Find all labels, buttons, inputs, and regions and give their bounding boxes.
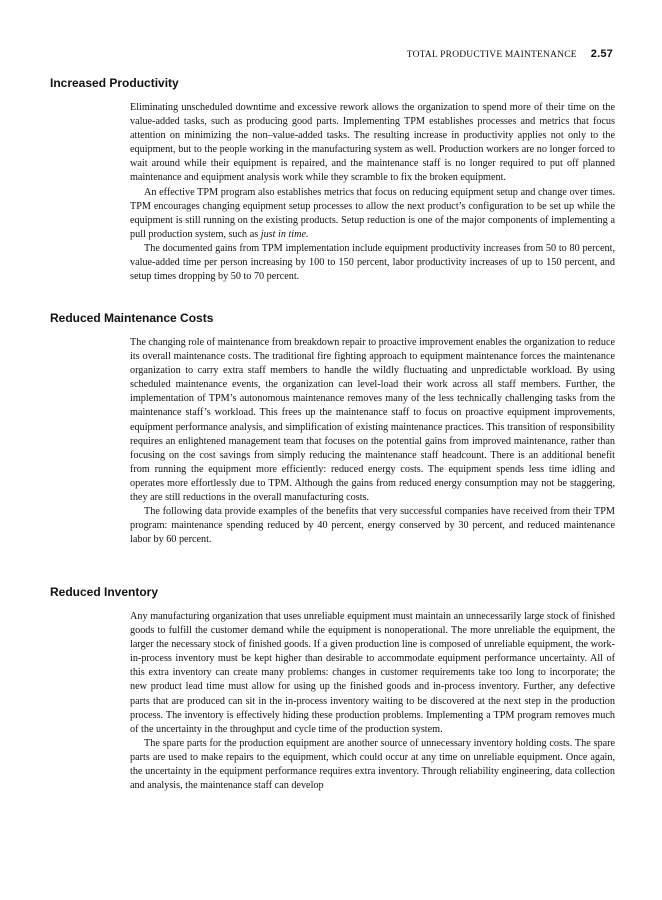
section-heading-reduced-maintenance-costs: Reduced Maintenance Costs — [50, 311, 214, 325]
running-title: TOTAL PRODUCTIVE MAINTENANCE — [406, 50, 577, 60]
paragraph-text: An effective TPM program also establishes metrics that focus on reducing equipment setup and change over times. TPM encourages changing equipment setup processes to allow the next product’s configuration to be set up while the equipment is still running on the existing products. Setup reduction is one of the major components of implementing a pull production system, such as — [130, 186, 615, 240]
paragraph: Eliminating unscheduled downtime and excessive rework allows the organization to spend more of their time on the value-added tasks, such as producing good parts. Implementing TPM establishes processes and metrics that focus attention on minimizing the non–value-added tasks. The resulting increase in productivity applies not only to the equipment, but to the people working in the manufacturing system as well. Production workers are no longer forced to wait around while their equipment is repaired, and the maintenance staff is no longer required to put off planned maintenance and equipment analysis work while they scramble to fix the broken equipment. — [130, 102, 615, 184]
paragraph: Any manufacturing organization that uses unreliable equipment must maintain an unnecessarily large stock of finished goods to fulfill the customer demand while the equipment is nonoperational. The more unreliable the equipment, the larger the necessary stock of finished goods. If a given production line is composed of unreliable equipment, the work-in-process inventory must be kept higher than desirable to accommodate equipment performance uncertainty. All of this extra inventory can create many problems: changes in customer requirements take too long to incorporate; the new product lead time must allow for using up the finished goods and in-process inventory. Further, any defective parts that are produced can sit in the in-process inventory waiting to be discovered at the next step in the production process. The inventory is effectively hiding these production problems. Implementing a TPM program removes much of the uncertainty in the throughput and cycle time of the production system. — [130, 611, 615, 735]
section-body-reduced-inventory — [130, 610, 615, 793]
section-body-increased-productivity — [130, 101, 615, 284]
paragraph: The documented gains from TPM implementation include equipment productivity increases from 50 to 80 percent, value-added time per person increasing by 100 to 150 percent, labor productivity increases of up to 150 percent, and setup times dropping by 50 to 70 percent. — [130, 242, 615, 283]
section-heading-reduced-inventory: Reduced Inventory — [50, 585, 159, 599]
section-heading-increased-productivity: Increased Productivity — [50, 76, 179, 90]
running-header — [407, 48, 613, 60]
italic-term: just in time. — [260, 228, 309, 240]
page-number: 2.57 — [590, 48, 613, 60]
paragraph — [130, 186, 615, 242]
paragraph: The spare parts for the production equipment are another source of unnecessary inventory holding costs. The spare parts are used to make repairs to the equipment, which could occur at any time on unreliable equipment. Once again, the uncertainty in the equipment performance requires extra inventory. Through reliability engineering, data collection and analysis, the maintenance staff can develop — [130, 737, 615, 792]
paragraph: The changing role of maintenance from breakdown repair to proactive improvement enables the organization to reduce its overall maintenance costs. The traditional fire fighting approach to equipment maintenance forces the maintenance organization to carry extra staff members to handle the wildly fluctuating and unpredictable workload. By using scheduled maintenance events, the organization can level-load their work across all staff members. Further, the implementation of TPM’s autonomous maintenance removes many of the less technically challenging tasks from the maintenance staff’s workload. This frees up the maintenance staff to focus on proactive equipment improvements, equipment performance analysis, and simplification of existing maintenance practices. This transition of responsibility requires an enlightened management team that focuses on the potential gains from improved maintenance, rather than focusing on the cost savings from simply reducing the maintenance staff headcount. There is an additional benefit from running the equipment more efficiently: reduced energy costs. The equipment spends less time idling and operates more effortlessly due to TPM. Although the gains from reduced energy consumption may not be staggering, they are still reductions in the overall manufacturing costs. — [130, 337, 615, 504]
paragraph: The following data provide examples of the benefits that very successful companies have received from their TPM program: maintenance spending reduced by 40 percent, energy conserved by 30 percent, and reduced maintenance labor by 60 percent. — [130, 506, 615, 546]
section-body-reduced-maintenance-costs — [130, 336, 615, 547]
